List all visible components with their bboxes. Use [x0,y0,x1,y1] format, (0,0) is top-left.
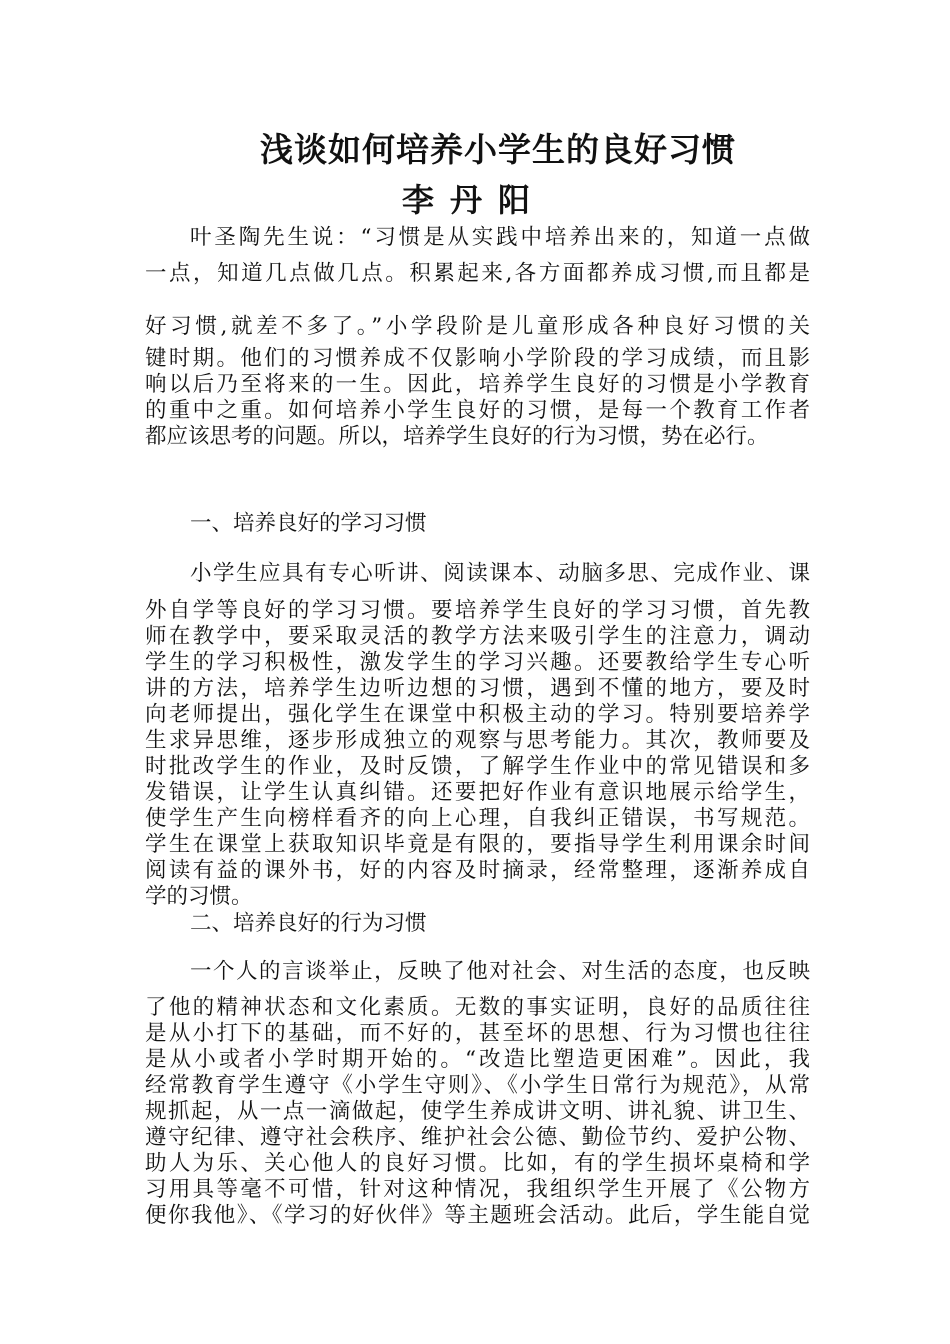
intro-line: 好习惯,就差不多了。”小学段阶是儿童形成各种良好习惯的关 [145,314,810,339]
paragraph-line: 师在教学中，要采取灵活的教学方法来吸引学生的注意力，调动 [145,624,810,649]
paragraph-line: 外自学等良好的学习习惯。要培养学生良好的学习习惯，首先教 [145,598,810,623]
paragraph-line: 了他的精神状态和文化素质。无数的事实证明，良好的品质往往 [145,995,810,1020]
intro-line: 都应该思考的问题。所以，培养学生良好的行为习惯，势在必行。 [145,424,769,449]
paragraph-line: 习用具等毫不可惜，针对这种情况，我组织学生开展了《公物方 [145,1177,810,1202]
paragraph-line: 是从小打下的基础，而不好的，甚至坏的思想、行为习惯也往往 [145,1021,810,1046]
paragraph-line: 讲的方法，培养学生边听边想的习惯，遇到不懂的地方，要及时 [145,676,810,701]
paragraph-line: 一个人的言谈举止，反映了他对社会、对生活的态度，也反映 [190,959,810,984]
intro-line: 的重中之重。如何培养小学生良好的习惯，是每一个教育工作者 [145,398,810,423]
paragraph-line: 发错误，让学生认真纠错。还要把好作业有意识地展示给学生， [145,780,810,805]
paragraph-line: 学生在课堂上获取知识毕竟是有限的，要指导学生利用课余时间 [145,832,810,857]
intro-line: 一点，知道几点做几点。积累起来,各方面都养成习惯,而且都是 [145,261,810,286]
paragraph-line: 助人为乐、关心他人的良好习惯。比如，有的学生损坏桌椅和学 [145,1151,810,1176]
paragraph-line: 生求异思维，逐步形成独立的观察与思考能力。其次，教师要及 [145,728,810,753]
paragraph-line: 规抓起，从一点一滴做起，使学生养成讲文明、讲礼貌、讲卫生、 [145,1099,810,1124]
paragraph-line: 是从小或者小学时期开始的。“改造比塑造更困难”。因此，我 [145,1047,810,1072]
paragraph-line: 遵守纪律、遵守社会秩序、维护社会公德、勤俭节约、爱护公物、 [145,1125,810,1150]
paragraph-line: 阅读有益的课外书，好的内容及时摘录，经常整理，逐渐养成自 [145,858,810,883]
paragraph-line: 学生的学习积极性，激发学生的学习兴趣。还要教给学生专心听 [145,650,810,675]
intro-line: 叶圣陶先生说：“习惯是从实践中培养出来的，知道一点做 [190,225,810,250]
paragraph-line: 学的习惯。 [145,884,253,909]
author-name: 李丹阳 [402,181,547,219]
paragraph-line: 向老师提出，强化学生在课堂中积极主动的学习。特别要培养学 [145,702,810,727]
paragraph-line: 便你我他》、《学习的好伙伴》等主题班会活动。此后，学生能自觉 [145,1203,810,1228]
intro-line: 响以后乃至将来的一生。因此，培养学生良好的习惯是小学教育 [145,372,810,397]
paragraph-line: 时批改学生的作业，及时反馈，了解学生作业中的常见错误和多 [145,754,810,779]
paragraph-line: 小学生应具有专心听讲、阅读课本、动脑多思、完成作业、课 [190,561,810,586]
intro-line: 键时期。他们的习惯养成不仅影响小学阶段的学习成绩，而且影 [145,346,810,371]
section-heading: 二、培养良好的行为习惯 [190,911,427,936]
paragraph-line: 使学生产生向榜样看齐的向上心理，自我纠正错误，书写规范。 [145,806,810,831]
paragraph-line: 经常教育学生遵守《小学生守则》、《小学生日常行为规范》，从常 [145,1073,810,1098]
section-heading: 一、培养良好的学习习惯 [190,511,427,536]
document-title: 浅谈如何培养小学生的良好习惯 [260,130,736,169]
